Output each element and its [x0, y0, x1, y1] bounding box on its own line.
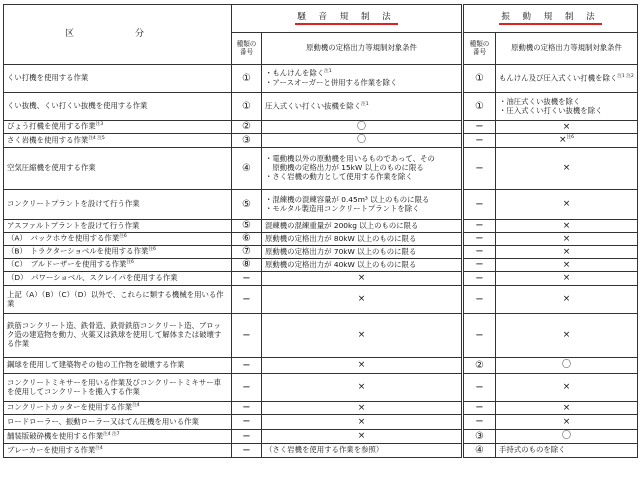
footnote-ref: 注1 注2	[617, 73, 634, 79]
vibration-condition-cell: ×	[496, 190, 638, 220]
vibration-type-no: ①	[463, 65, 496, 93]
table-row	[4, 358, 638, 374]
header-vibration-law: 振 動 規 制 法	[463, 5, 638, 33]
vibration-type-no: −	[463, 148, 496, 190]
noise-type-no: −	[232, 402, 262, 415]
vibration-type-no: ③	[463, 430, 496, 444]
table-row	[4, 314, 638, 358]
header-kubun: 区 分	[4, 5, 232, 65]
work-cell: （D） パワーショベル、スクレイパを使用する作業	[4, 272, 232, 286]
noise-type-no: −	[232, 272, 262, 286]
footnote-ref: 注6	[126, 260, 134, 266]
noise-condition-cell: 原動機の定格出力が 40kW 以上のものに限る	[262, 259, 463, 272]
table-row	[4, 259, 638, 272]
work-cell: 舗装版破砕機を使用する作業$^{注4 注7}$	[4, 430, 232, 444]
noise-type-no: −	[232, 286, 262, 314]
table-row	[4, 246, 638, 259]
work-cell: （C） ブルドーザーを使用する作業$^{注6}$	[4, 259, 232, 272]
noise-type-no: ⑦	[232, 246, 262, 259]
work-cell: さく岩機を使用する作業$^{注4 注5}$	[4, 134, 232, 148]
noise-condition-cell: 〇	[262, 121, 463, 134]
footnote-ref: 注1	[324, 69, 332, 75]
table-row	[4, 374, 638, 402]
noise-condition-cell: ×	[262, 430, 463, 444]
noise-type-no: ②	[232, 121, 262, 134]
noise-type-no: ⑥	[232, 233, 262, 246]
vibration-condition-cell: ×	[496, 286, 638, 314]
noise-type-no: −	[232, 358, 262, 374]
vibration-condition-cell: 手持式のものを除く	[496, 444, 638, 458]
header-noise-condition: 原動機の定格出力等規制対象条件	[262, 33, 463, 65]
table-row	[4, 286, 638, 314]
noise-condition-cell: （さく岩機を使用する作業を参照）	[262, 444, 463, 458]
vibration-condition-cell: ×	[496, 415, 638, 430]
vibration-type-no: −	[463, 121, 496, 134]
vibration-condition-cell: 〇	[496, 358, 638, 374]
noise-type-no: ⑧	[232, 259, 262, 272]
noise-type-no: ①	[232, 93, 262, 121]
noise-condition-cell: ×	[262, 358, 463, 374]
vibration-condition-cell: ×	[496, 272, 638, 286]
vibration-type-no: ②	[463, 358, 496, 374]
footnote-ref: 注3	[95, 122, 104, 128]
noise-condition-cell: 〇	[262, 134, 463, 148]
header-vibration-type-no: 種類の 番号	[463, 33, 496, 65]
vibration-type-no: −	[463, 272, 496, 286]
noise-type-no: ⑤	[232, 220, 262, 233]
vibration-type-no: −	[463, 246, 496, 259]
noise-condition-cell: ×	[262, 314, 463, 358]
vibration-type-no: −	[463, 286, 496, 314]
noise-condition-cell: 混練機の混練重量が 200kg 以上のものに限る	[262, 220, 463, 233]
vibration-condition-cell: ×	[496, 220, 638, 233]
vibration-type-no: −	[463, 220, 496, 233]
noise-type-no: −	[232, 415, 262, 430]
noise-type-no: −	[232, 374, 262, 402]
table-row	[4, 121, 638, 134]
vibration-type-no: −	[463, 374, 496, 402]
regulation-table	[3, 4, 638, 458]
footnote-ref: 注6	[566, 135, 575, 141]
header-vibration-condition: 原動機の定格出力等規制対象条件	[496, 33, 638, 65]
header-noise-law: 騒 音 規 制 法	[232, 5, 463, 33]
noise-type-no: ⑤	[232, 190, 262, 220]
noise-condition-cell: ×	[262, 415, 463, 430]
table-row	[4, 220, 638, 233]
noise-condition-cell: 原動機の定格出力が 70kW 以上のものに限る	[262, 246, 463, 259]
table-row	[4, 190, 638, 220]
vibration-type-no: −	[463, 259, 496, 272]
table-body	[4, 65, 638, 458]
table-row	[4, 148, 638, 190]
noise-condition-cell: 原動機の定格出力が 80kW 以上のものに限る	[262, 233, 463, 246]
noise-type-no: −	[232, 314, 262, 358]
work-cell: 鉄筋コンクリート造、鉄骨造、鉄骨鉄筋コンクリート造、ブロック造の建造物を動力、火薬又は鉄球を使用して解体または破壊する作業	[4, 314, 232, 358]
vibration-condition-cell: ×$^{注6}$	[496, 134, 638, 148]
noise-type-no: −	[232, 444, 262, 458]
vibration-condition-cell: もんけん及び圧入式くい打機を除く$^{注1 注2}$	[496, 65, 638, 93]
work-cell: くい打機を使用する作業	[4, 65, 232, 93]
vibration-condition-cell: ×	[496, 246, 638, 259]
noise-condition-cell: 圧入式くい打くい抜機を除く$^{注1}$	[262, 93, 463, 121]
noise-type-no: ④	[232, 148, 262, 190]
noise-condition-cell: ×	[262, 272, 463, 286]
footnote-ref: 注6	[148, 247, 156, 253]
table-row	[4, 134, 638, 148]
table-row	[4, 65, 638, 93]
footnote-ref: 注6	[119, 234, 127, 240]
vibration-type-no: −	[463, 233, 496, 246]
table-row	[4, 233, 638, 246]
table-row	[4, 444, 638, 458]
noise-type-no: ③	[232, 134, 262, 148]
noise-condition-cell: ×	[262, 286, 463, 314]
table-row	[4, 415, 638, 430]
vibration-condition-cell: ・油圧式くい抜機を除く ・圧入式くい打くい抜機を除く	[496, 93, 638, 121]
work-cell: （A） バックホウを使用する作業$^{注6}$	[4, 233, 232, 246]
table-row	[4, 93, 638, 121]
noise-type-no: ①	[232, 65, 262, 93]
noise-condition-cell: ・電動機以外の原動機を用いるものであって、その 原動機の定格出力が 15kW 以上のものに限る ・さく岩機の動力として使用する作業を除く	[262, 148, 463, 190]
work-cell: アスファルトプラントを設けて行う作業	[4, 220, 232, 233]
noise-condition-cell: ・もんけんを除く$^{注1}$ ・アースオーガーと併用する作業を除く	[262, 65, 463, 93]
vibration-type-no: ④	[463, 444, 496, 458]
vibration-condition-cell: ×	[496, 314, 638, 358]
footnote-ref: 注4	[132, 403, 140, 409]
footnote-ref: 注1	[361, 101, 369, 107]
vibration-type-no: −	[463, 415, 496, 430]
work-cell: （B） トラクターショベルを使用する作業$^{注6}$	[4, 246, 232, 259]
vibration-type-no: −	[463, 190, 496, 220]
work-cell: コンクリートカッターを使用する作業$^{注4}$	[4, 402, 232, 415]
table-row	[4, 402, 638, 415]
vibration-condition-cell: ×	[496, 374, 638, 402]
vibration-condition-cell: ×	[496, 148, 638, 190]
work-cell: コンクリートプラントを設けて行う作業	[4, 190, 232, 220]
work-cell: 空気圧縮機を使用する作業	[4, 148, 232, 190]
work-cell: くい抜機、くい打くい抜機を使用する作業	[4, 93, 232, 121]
work-cell: びょう打機を使用する作業$^{注3}$	[4, 121, 232, 134]
noise-condition-cell: ・混練機の混練容量が 0.45m³ 以上のものに限る ・モルタル製造用コンクリートプラントを除く	[262, 190, 463, 220]
vibration-condition-cell: 〇	[496, 430, 638, 444]
vibration-type-no: −	[463, 402, 496, 415]
noise-condition-cell: ×	[262, 374, 463, 402]
noise-condition-cell: ×	[262, 402, 463, 415]
footnote-ref: 注4 注7	[103, 431, 120, 437]
vibration-type-no: ①	[463, 93, 496, 121]
vibration-condition-cell: ×	[496, 259, 638, 272]
work-cell: ブレーカーを使用する作業$^{注4}$	[4, 444, 232, 458]
vibration-condition-cell: ×	[496, 402, 638, 415]
vibration-type-no: −	[463, 134, 496, 148]
vibration-condition-cell: ×	[496, 233, 638, 246]
footnote-ref: 注4 注5	[88, 135, 105, 141]
noise-type-no: −	[232, 430, 262, 444]
work-cell: コンクリートミキサーを用いる作業及びコンクリートミキサー車を使用してコンクリートを搬入する作業	[4, 374, 232, 402]
header-noise-type-no: 種類の 番号	[232, 33, 262, 65]
vibration-condition-cell: ×	[496, 121, 638, 134]
vibration-type-no: −	[463, 314, 496, 358]
footnote-ref: 注4	[95, 445, 103, 451]
work-cell: ロードローラー、振動ローラー又はてん圧機を用いる作業	[4, 415, 232, 430]
work-cell: 鋼球を使用して建築物その他の工作物を破壊する作業	[4, 358, 232, 374]
work-cell: 上記（A）（B）（C）（D）以外で、これらに類する機械を用いる作業	[4, 286, 232, 314]
table-row	[4, 272, 638, 286]
table-row	[4, 430, 638, 444]
